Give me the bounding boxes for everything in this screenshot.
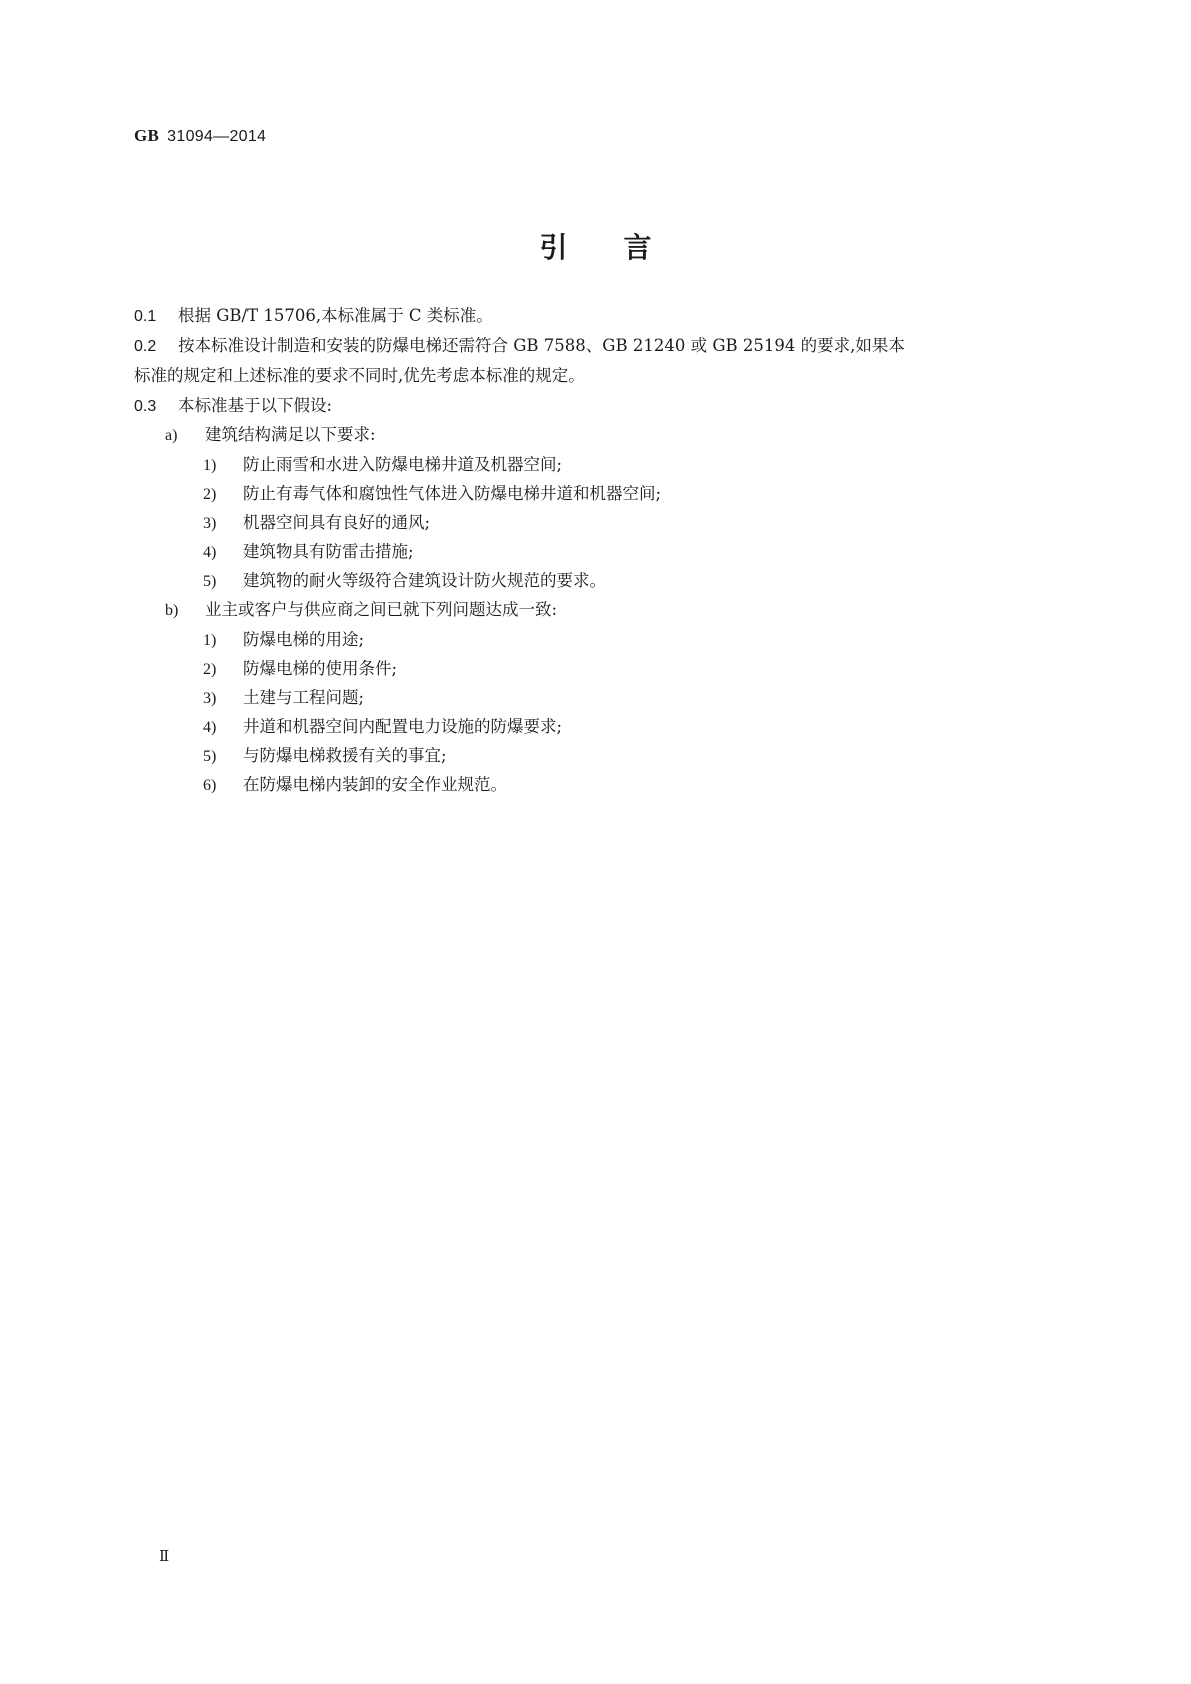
list-marker: 4)	[203, 544, 217, 561]
list-text: 井道和机器空间内配置电力设施的防爆要求;	[243, 717, 563, 736]
standard-code	[134, 126, 266, 146]
list-marker: 3)	[203, 515, 217, 532]
list-text: 土建与工程问题;	[243, 688, 365, 707]
page-number: Ⅱ	[159, 1549, 170, 1565]
clause-0-3	[134, 396, 332, 417]
list-item-a-5	[203, 571, 606, 592]
list-item-a-4	[203, 542, 414, 563]
list-text: 防爆电梯的用途;	[243, 630, 365, 649]
list-item-b-2	[203, 659, 397, 680]
page-title: 引言	[539, 231, 708, 264]
list-text: 机器空间具有良好的通风;	[243, 513, 431, 532]
list-item-b-1	[203, 630, 364, 651]
list-text: 建筑物具有防雷击措施;	[243, 542, 414, 561]
clause-number: 0.1	[134, 308, 157, 325]
clause-text: 本标准基于以下假设:	[178, 396, 333, 415]
clause-number: 0.2	[134, 338, 157, 355]
list-text: 与防爆电梯救援有关的事宜;	[243, 746, 447, 765]
list-item-a-1	[203, 455, 562, 476]
list-item-b	[165, 600, 557, 621]
clause-0-2	[134, 336, 905, 357]
list-text: 建筑结构满足以下要求:	[205, 425, 376, 444]
list-marker: 2)	[203, 486, 217, 503]
standard-prefix: GB	[134, 126, 160, 145]
list-marker: b)	[165, 602, 179, 619]
list-text: 建筑物的耐火等级符合建筑设计防火规范的要求。	[243, 571, 606, 590]
list-marker: 5)	[203, 573, 217, 590]
list-item-b-3	[203, 688, 364, 709]
list-marker: 1)	[203, 632, 217, 649]
standard-number: 31094—2014	[167, 128, 267, 145]
clause-text: 标准的规定和上述标准的要求不同时,优先考虑本标准的规定。	[134, 366, 585, 385]
clause-0-1	[134, 306, 493, 327]
list-marker: a)	[165, 427, 178, 444]
clause-text: 根据 GB/T 15706,本标准属于 C 类标准。	[178, 306, 493, 325]
list-item-b-6	[203, 775, 507, 796]
list-text: 防爆电梯的使用条件;	[243, 659, 398, 678]
list-item-b-5	[203, 746, 447, 767]
list-item-b-4	[203, 717, 562, 738]
list-text: 业主或客户与供应商之间已就下列问题达成一致:	[205, 600, 558, 619]
list-text: 在防爆电梯内装卸的安全作业规范。	[243, 775, 507, 794]
list-item-a-2	[203, 484, 661, 505]
list-marker: 6)	[203, 777, 217, 794]
list-marker: 4)	[203, 719, 217, 736]
list-text: 防止有毒气体和腐蚀性气体进入防爆电梯井道和机器空间;	[243, 484, 662, 503]
list-text: 防止雨雪和水进入防爆电梯井道及机器空间;	[243, 455, 563, 474]
list-marker: 1)	[203, 457, 217, 474]
list-item-a	[165, 425, 376, 446]
list-item-a-3	[203, 513, 430, 534]
list-marker: 3)	[203, 690, 217, 707]
clause-number: 0.3	[134, 398, 157, 415]
clause-0-2-continuation	[134, 366, 585, 386]
list-marker: 2)	[203, 661, 217, 678]
list-marker: 5)	[203, 748, 217, 765]
clause-text: 按本标准设计制造和安装的防爆电梯还需符合 GB 7588、GB 21240 或 GB 25194 的要求,如果本	[178, 336, 905, 355]
